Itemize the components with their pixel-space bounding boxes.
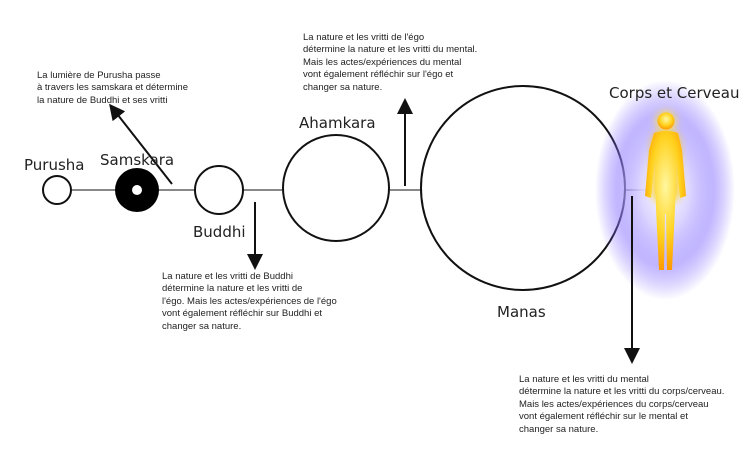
purusha-note: La lumière de Purusha passe à travers les samskara et détermine la nature de Buddhi et ses vritti [37,70,189,106]
ahamkara-label: Ahamkara [299,114,376,132]
buddhi-label: Buddhi [193,223,246,241]
buddhi-note: La nature et les vritti de Buddhi détermine la nature et les vritti de l'égo. Mais les actes/expériences de l'égo vont également réfléchir sur Buddhi et changer sa nature. [162,271,337,332]
ahamkara-circle [283,135,389,241]
samskara-core [132,185,142,195]
manas-circle [421,86,625,290]
body-figure [595,80,735,300]
buddhi-circle [195,166,243,214]
ahamkara-note: La nature et les vritti de l'égo détermine la nature et les vritti du mental. Mais les actes/expériences du mental vont également réfléchir sur l'égo et changer sa nature. [303,32,478,93]
purusha-circle [43,176,71,204]
body-label: Corps et Cerveau [609,84,740,102]
samskara-label: Samskara [100,151,175,169]
manas-note: La nature et les vritti du mental détermine la nature et les vritti du corps/cerveau. Mais les actes/expériences du corps/cerveau vont également réfléchir sur le mental et changer sa nature. [519,374,725,435]
purusha-label: Purusha [24,156,85,174]
manas-label: Manas [497,303,546,321]
